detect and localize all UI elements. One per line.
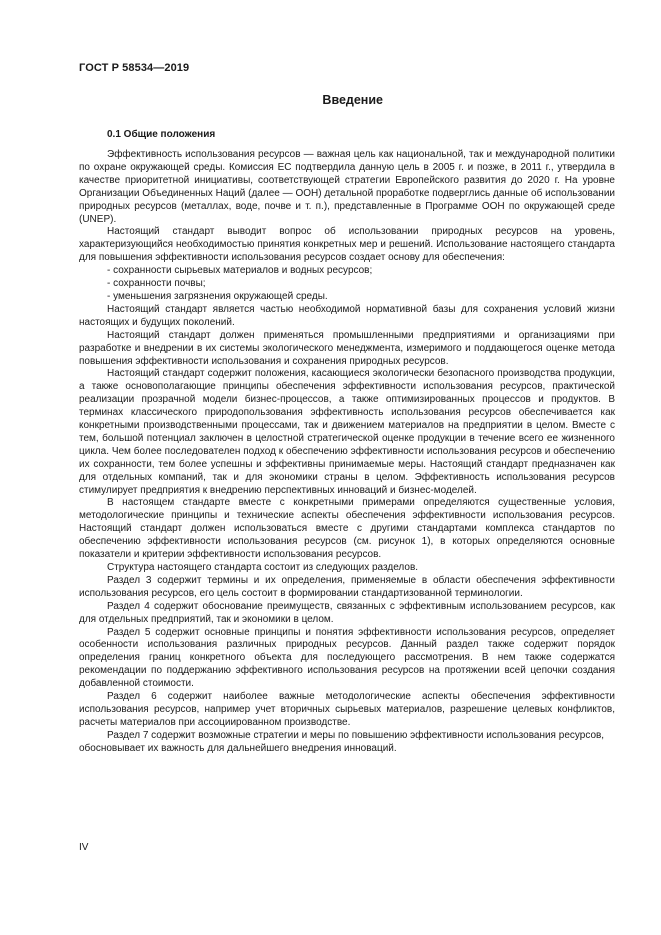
list-item: - сохранности почвы; bbox=[79, 278, 615, 291]
list-item: - сохранности сырьевых материалов и водных ресурсов; bbox=[79, 265, 615, 278]
paragraph: Раздел 4 содержит обоснование преимуществ, связанных с эффективным использованием ресурсов, как для отдельных предприятий, так и экономики в целом. bbox=[79, 600, 615, 625]
paragraph: Эффективность использования ресурсов — важная цель как национальной, так и международной политики по охране окружающей среды. Комиссия ЕС подтвердила данную цель в 2005 г. и позже, в 2011 г., утвердила в качестве приоритетной инициативы, соответствующей стратегии Европейского развития до 2020 г. На уровне Организации Объединенных Наций (далее — ООН) детальной проработке подверглись данные об использовании природных ресурсов (металлах, воде, почве и т. п.), представленные в Программе ООН по окружающей среде (UNEP). bbox=[79, 149, 615, 225]
paragraph: Настоящий стандарт должен применяться промышленными предприятиями и организациями при разработке и внедрении в их системы экологического менеджмента, измеримого и поддающегося оценке метода повышения эффективности использования и сохранения природных ресурсов. bbox=[79, 329, 615, 367]
paragraph: Раздел 5 содержит основные принципы и понятия эффективности использования ресурсов, определяет особенности использования различных природных ресурсов. Данный раздел также содержит порядок определения границ конкретного объекта для последующего рассмотрения. В нем также содержатся рекомендации по поддержанию эффективного использования ресурсов на протяжении всей цепочки создания добавленной стоимости. bbox=[79, 626, 615, 690]
paragraph: Раздел 7 содержит возможные стратегии и меры по повышению эффективности использования ресурсов, обосновывает их важность для дальнейшего внедрения инноваций. bbox=[79, 729, 605, 754]
paragraph: Раздел 6 содержит наиболее важные методологические аспекты обеспечения эффективности использования ресурсов, например учет вторичных сырьевых материалов, разрешение целевых конфликтов, расчеты материалов при ассоциированном производстве. bbox=[79, 691, 615, 728]
page-title bbox=[79, 93, 615, 107]
paragraph: Структура настоящего стандарта состоит из следующих разделов. bbox=[107, 562, 419, 573]
bullet-list bbox=[79, 265, 615, 304]
paragraph: Раздел 3 содержит термины и их определения, применяемые в области обеспечения эффективности использования ресурсов, его цель состоит в формировании стандартизованной терминологии. bbox=[79, 574, 615, 599]
body-text bbox=[79, 149, 615, 756]
paragraph: Настоящий стандарт содержит положения, касающиеся экологически безопасного производства продукции, а также основополагающие принципы обеспечения эффективности использования ресурсов, практической реализации прозрачной модели бизнес-процессов, а также оптимизированных процессов и продуктов. В терминах классического природопользования эффективность использования ресурсов обеспечивается как конкретными производственными процессами, так и движением материалов на предприятии в целом. Вместе с тем, большой потенциал заключен в целостной стратегической оценке продукции в течение всего ее жизненного цикла. Чем более последователен подход к обеспечению эффективности использования ресурсов и обеспечению их сохранности, тем более успешны и эффективны принимаемые меры. Настоящий стандарт предназначен как для отдельных компаний, так и для экономики страны в целом. Эффективность использования ресурсов стимулирует предприятия к внедрению перспективных инноваций и бизнес-моделей. bbox=[79, 368, 615, 496]
page-title-text: Введение bbox=[322, 93, 383, 107]
paragraph: Настоящий стандарт является частью необходимой нормативной базы для сохранения условий жизни настоящих и будущих поколений. bbox=[79, 303, 615, 328]
list-item: - уменьшения загрязнения окружающей среды. bbox=[79, 291, 615, 304]
document-header: ГОСТ Р 58534—2019 bbox=[79, 62, 190, 74]
section-heading: 0.1 Общие положения bbox=[107, 129, 216, 140]
paragraph: Настоящий стандарт выводит вопрос об использовании природных ресурсов на уровень, характеризующийся необходимостью принятия конкретных мер и решений. Использование настоящего стандарта для повышения эффективности использования ресурсов создает основу для обеспечения: bbox=[79, 226, 615, 264]
page-number: IV bbox=[79, 842, 89, 853]
paragraph: В настоящем стандарте вместе с конкретными примерами определяются существенные условия, методологические принципы и технические аспекты обеспечения эффективности использования ресурсов. Настоящий стандарт должен использоваться вместе с другими стандартами комплекса стандартов по обеспечению эффективности использования ресурсов (см. рисунок 1), в которых определяются основные показатели и критерии эффективности использования ресурсов. bbox=[79, 497, 615, 561]
